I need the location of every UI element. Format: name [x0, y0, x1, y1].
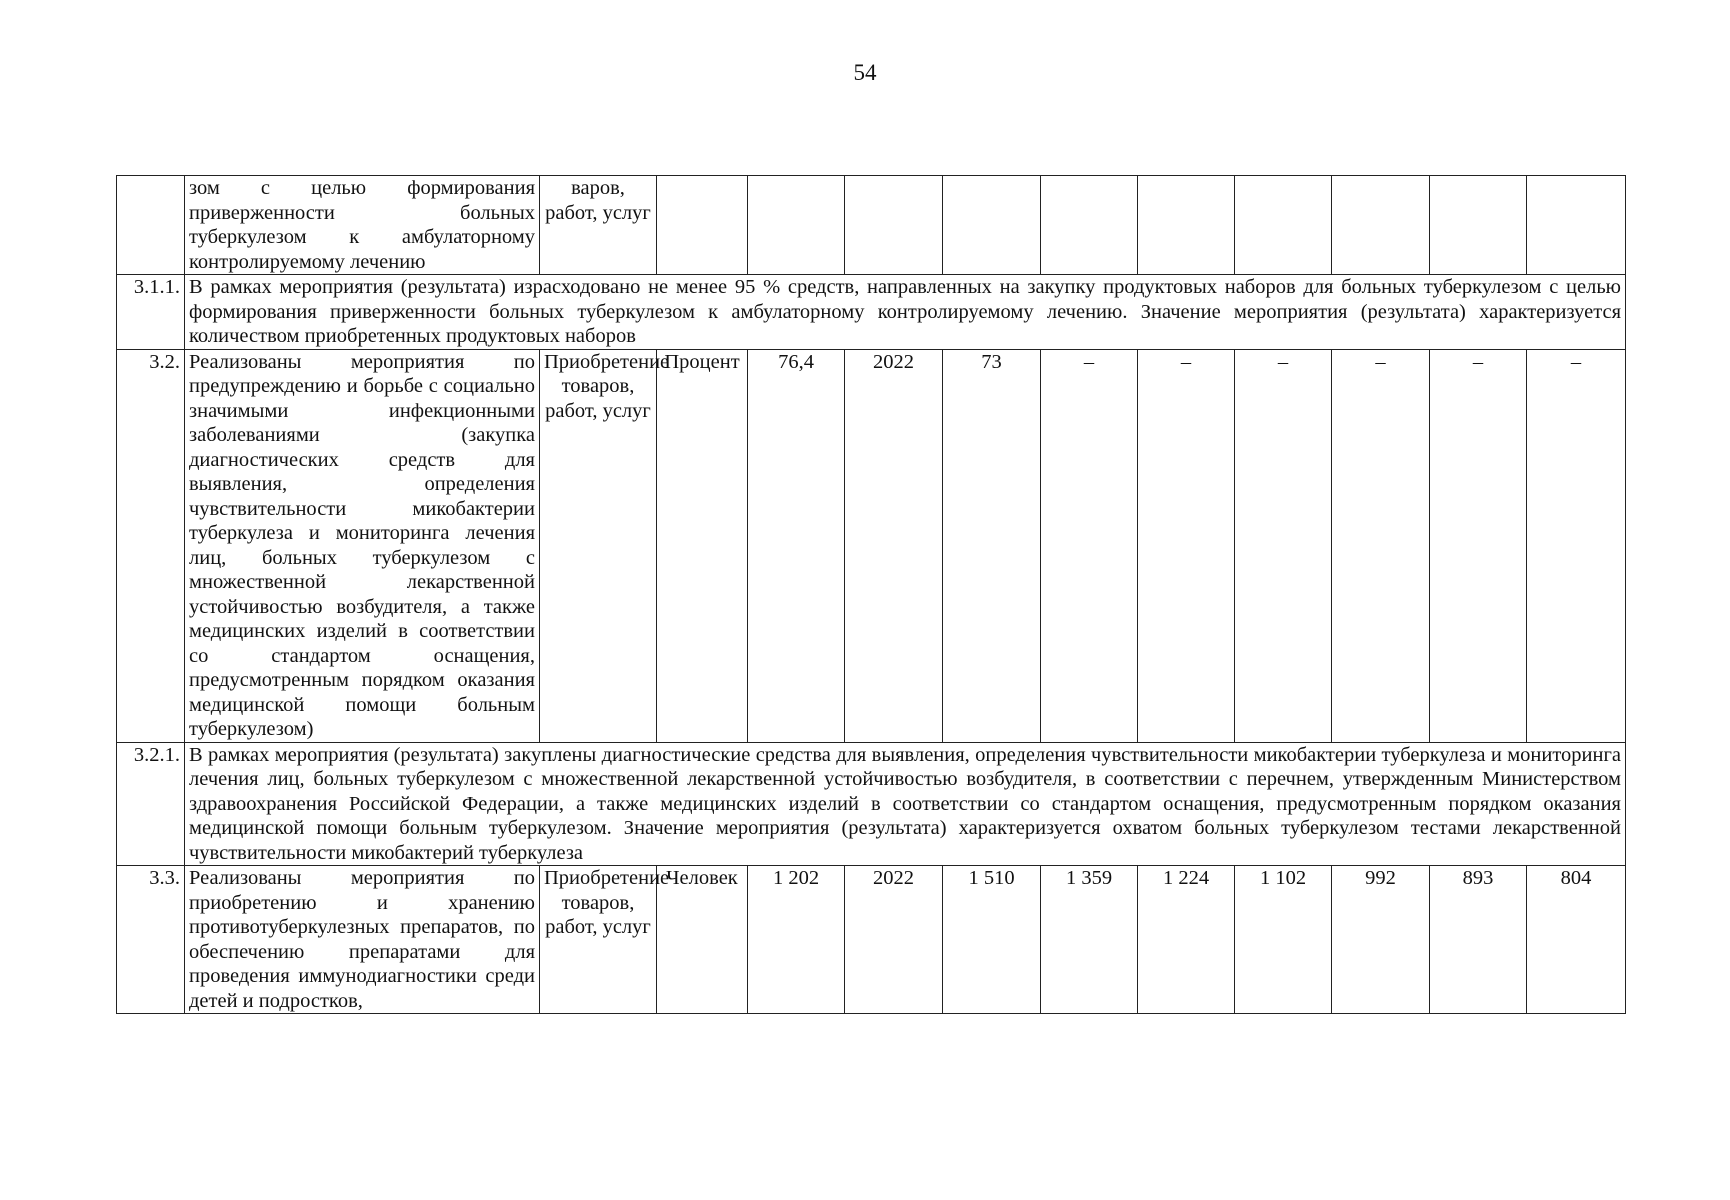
value-cell [1430, 176, 1527, 275]
table-row [117, 275, 1626, 350]
value-cell: – [1332, 349, 1430, 742]
base-value: 1 202 [748, 866, 845, 1014]
measure-type: Приобретение товаров, работ, услуг [540, 866, 657, 1014]
value-cell: – [1235, 349, 1332, 742]
row-number: 3.1.1. [117, 275, 185, 350]
base-year: 2022 [845, 866, 943, 1014]
unit-cell: Процент [657, 349, 748, 742]
value-cell [1138, 176, 1235, 275]
value-cell [845, 176, 943, 275]
result-description: В рамках мероприятия (результата) израсходовано не менее 95 % средств, направленных на закупку продуктовых наборов для больных туберкулезом с целью формирования приверженности больных туберкулезом к амбулаторному контролируемому лечению. Значение мероприятия (результата) характеризуется количеством приобретенных продуктовых наборов [185, 275, 1626, 350]
measure-name: Реализованы мероприятия по приобретению и хранению противотуберкулезных препаратов, по обеспечению препаратами для проведения иммунодиагностики среди детей и подростков, [185, 866, 540, 1014]
unit-cell: Человек [657, 866, 748, 1014]
value-cell: – [1138, 349, 1235, 742]
result-description: В рамках мероприятия (результата) закуплены диагностические средства для выявления, определения чувствительности микобактерии туберкулеза и мониторинга лечения лиц, больных туберкулезом с множественной лекарственной устойчивостью возбудителя, в соответствии с перечнем, утвержденным Министерством здравоохранения Российской Федерации, а также медицинских изделий в соответствии со стандартом оснащения, предусмотренным порядком оказания медицинской помощи больным туберкулезом. Значение мероприятия (результата) характеризуется охватом больных туберкулезом тестами лекарственной чувствительности микобактерий туберкулеза [185, 742, 1626, 866]
row-number: 3.3. [117, 866, 185, 1014]
indicator-table [116, 175, 1626, 1014]
value-cell [943, 176, 1041, 275]
page-number: 54 [853, 60, 877, 85]
value-cell: 992 [1332, 866, 1430, 1014]
value-cell: 73 [943, 349, 1041, 742]
table-row [117, 349, 1626, 742]
value-cell: 804 [1527, 866, 1626, 1014]
value-cell [1041, 176, 1138, 275]
value-cell [1235, 176, 1332, 275]
table-row [117, 742, 1626, 866]
value-cell: 893 [1430, 866, 1527, 1014]
unit-cell [657, 176, 748, 275]
value-cell: – [1527, 349, 1626, 742]
measure-type: Приобретение товаров, работ, услуг [540, 349, 657, 742]
value-cell: 1 102 [1235, 866, 1332, 1014]
value-cell: – [1041, 349, 1138, 742]
value-cell: – [1430, 349, 1527, 742]
measure-name: зом с целью формирования приверженности больных туберкулезом к амбулаторному контролируемому лечению [185, 176, 540, 275]
base-year: 2022 [845, 349, 943, 742]
value-cell: 1 510 [943, 866, 1041, 1014]
row-number: 3.2.1. [117, 742, 185, 866]
value-cell: 1 224 [1138, 866, 1235, 1014]
base-value: 76,4 [748, 349, 845, 742]
row-number: 3.2. [117, 349, 185, 742]
row-number [117, 176, 185, 275]
value-cell [748, 176, 845, 275]
value-cell: 1 359 [1041, 866, 1138, 1014]
value-cell [1527, 176, 1626, 275]
measure-name: Реализованы мероприятия по предупреждению и борьбе с социально значимыми инфекционными заболеваниями (закупка диагностических средств для выявления, определения чувствительности микобактерии туберкулеза и мониторинга лечения лиц, больных туберкулезом с множественной лекарственной устойчивостью возбудителя, а также медицинских изделий в соответствии со стандартом оснащения, предусмотренным порядком оказания медицинской помощи больным туберкулезом) [185, 349, 540, 742]
table-row [117, 866, 1626, 1014]
table-row [117, 176, 1626, 275]
value-cell [1332, 176, 1430, 275]
measure-type: варов, работ, услуг [540, 176, 657, 275]
